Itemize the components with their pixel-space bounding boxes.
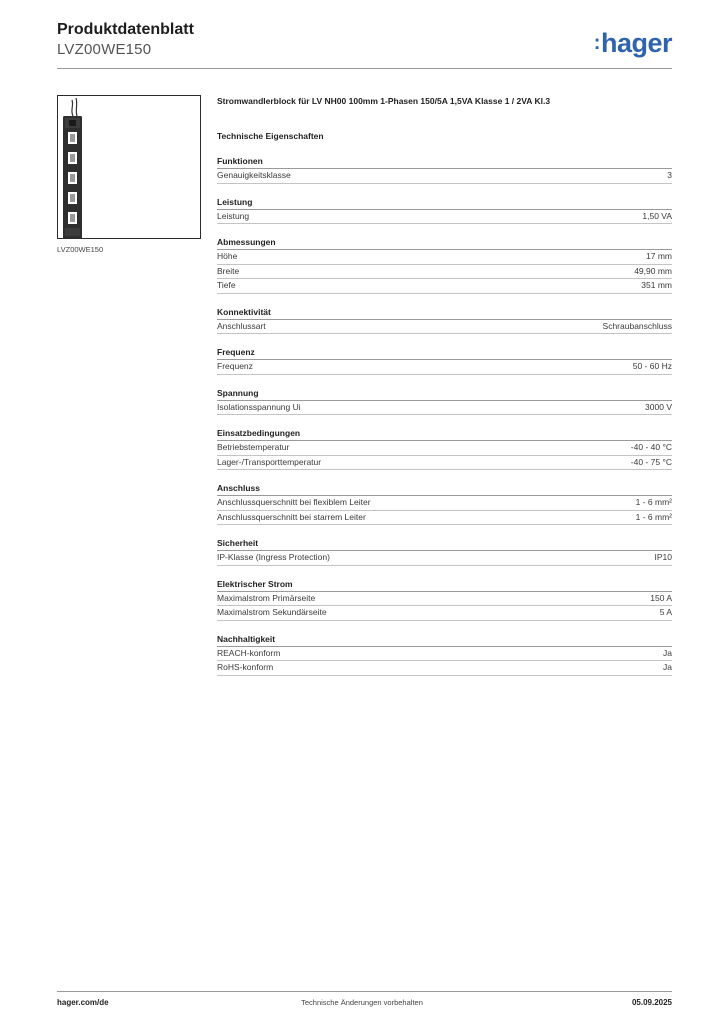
property-row: [217, 279, 672, 294]
property-row: [217, 265, 672, 280]
section-title: Sicherheit: [217, 538, 672, 551]
property-value: 1,50 VA: [642, 210, 672, 221]
property-row: [217, 551, 672, 566]
section-title: Abmessungen: [217, 237, 672, 250]
footer-date: 05.09.2025: [631, 998, 672, 1007]
property-section: [217, 237, 672, 294]
property-value: 49,90 mm: [634, 265, 672, 276]
property-label: REACH-konform: [217, 647, 281, 658]
product-image: [57, 95, 201, 239]
section-title: Funktionen: [217, 156, 672, 169]
section-title: Anschluss: [217, 483, 672, 496]
property-value: 1 - 6 mm²: [635, 511, 672, 522]
property-label: Isolationsspannung Ui: [217, 401, 301, 412]
property-label: Leistung: [217, 210, 250, 221]
property-row: [217, 511, 672, 526]
technical-properties-list: [217, 156, 672, 676]
property-label: Betriebstemperatur: [217, 442, 290, 452]
property-value: Ja: [663, 647, 672, 658]
property-label: Maximalstrom Primärseite: [217, 592, 316, 603]
property-row: [217, 647, 672, 662]
property-row: [217, 456, 672, 471]
property-section: [217, 347, 672, 375]
property-label: Anschlussquerschnitt bei starrem Leiter: [217, 511, 366, 522]
product-description: Stromwandlerblock für LV NH00 100mm 1-Phasen 150/5A 1,5VA Klasse 1 / 2VA Kl.3: [217, 96, 551, 106]
property-row: [217, 592, 672, 607]
property-row: [217, 606, 672, 621]
property-row: [217, 250, 672, 265]
property-value: Ja: [663, 662, 672, 672]
property-row: [217, 441, 672, 456]
footer-website: hager.com/de: [57, 998, 109, 1007]
property-label: Genauigkeitsklasse: [217, 170, 291, 180]
property-value: -40 - 40 °C: [630, 442, 672, 452]
property-row: [217, 661, 672, 676]
header-divider: [57, 68, 672, 69]
property-value: 3000 V: [645, 401, 672, 412]
property-label: Lager-/Transporttemperatur: [217, 456, 322, 467]
property-value: -40 - 75 °C: [630, 456, 672, 467]
logo-text: hager: [600, 28, 672, 58]
property-value: 17 mm: [646, 251, 672, 261]
property-value: 351 mm: [641, 280, 672, 290]
property-section: [217, 428, 672, 470]
property-value: 50 - 60 Hz: [632, 361, 672, 371]
property-section: [217, 579, 672, 621]
hager-logo: [594, 28, 672, 58]
section-title: Einsatzbedingungen: [217, 428, 672, 441]
section-title: Leistung: [217, 197, 672, 210]
property-value: 1 - 6 mm²: [635, 497, 672, 507]
property-row: [217, 360, 672, 375]
product-image-caption: LVZ00WE150: [57, 245, 104, 254]
property-value: 5 A: [659, 607, 672, 617]
current-transformer-block-icon: [58, 96, 200, 238]
property-section: [217, 156, 672, 184]
section-title: Nachhaltigkeit: [217, 634, 672, 647]
property-label: Breite: [217, 265, 240, 276]
property-row: [217, 401, 672, 416]
property-section: [217, 197, 672, 225]
property-label: Anschlussart: [217, 320, 266, 331]
property-row: [217, 496, 672, 511]
property-value: Schraubanschluss: [602, 320, 672, 331]
property-section: [217, 634, 672, 676]
property-value: 3: [667, 170, 672, 180]
property-row: [217, 320, 672, 335]
section-title: Elektrischer Strom: [217, 579, 672, 592]
footer-divider: [57, 991, 672, 992]
property-label: Höhe: [217, 251, 238, 261]
property-section: [217, 483, 672, 525]
section-title: Konnektivität: [217, 307, 672, 320]
property-label: Maximalstrom Sekundärseite: [217, 607, 327, 617]
property-label: Tiefe: [217, 280, 236, 290]
property-section: [217, 307, 672, 335]
property-value: 150 A: [650, 592, 672, 603]
footer-disclaimer: Technische Änderungen vorbehalten: [301, 998, 423, 1007]
property-label: IP-Klasse (Ingress Protection): [217, 552, 330, 562]
product-details: [217, 96, 672, 689]
property-section: [217, 538, 672, 566]
logo-colon-icon: :: [593, 32, 600, 54]
property-row: [217, 169, 672, 184]
property-label: Frequenz: [217, 361, 253, 371]
page-header: [57, 20, 672, 68]
technical-properties-title: Technische Eigenschaften: [217, 131, 324, 141]
property-value: IP10: [654, 552, 672, 562]
section-title: Frequenz: [217, 347, 672, 360]
product-code: LVZ00WE150: [57, 41, 152, 58]
document-title: Produktdatenblatt: [57, 21, 194, 38]
property-label: Anschlussquerschnitt bei flexiblem Leiter: [217, 497, 371, 507]
property-label: RoHS-konform: [217, 662, 274, 672]
property-section: [217, 388, 672, 416]
property-row: [217, 210, 672, 225]
section-title: Spannung: [217, 388, 672, 401]
